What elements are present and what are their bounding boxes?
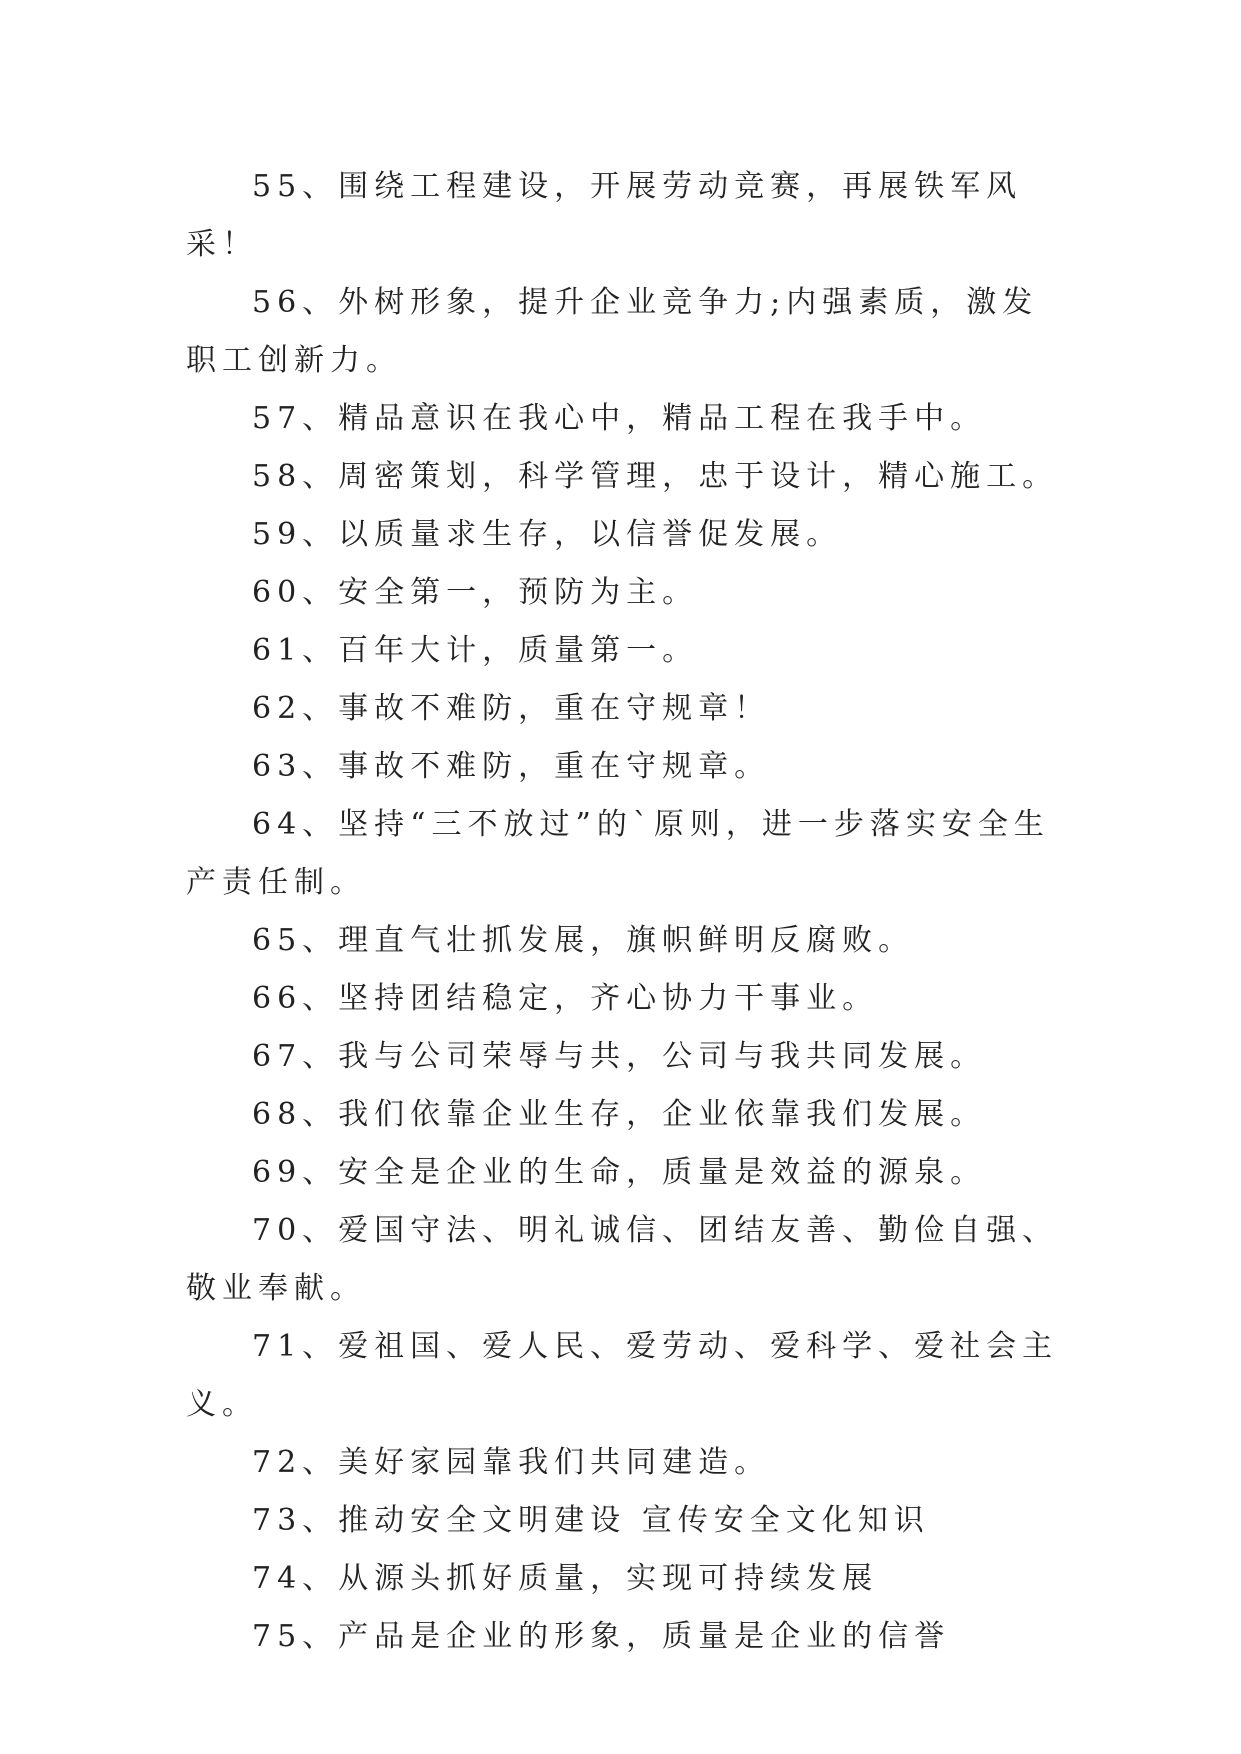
- slogan-paragraph-59: 59、以质量求生存，以信誉促发展。: [252, 517, 843, 552]
- slogan-paragraph-69: 69、安全是企业的生命，质量是效益的源泉。: [252, 1155, 987, 1190]
- slogan-paragraph-66: 66、坚持团结稳定，齐心协力干事业。: [252, 981, 879, 1016]
- slogan-paragraph-72: 72、美好家园靠我们共同建造。: [252, 1445, 771, 1480]
- slogan-paragraph-64: 64、坚持“三不放过”的`原则，进一步落实安全生产责任制。: [186, 807, 1050, 900]
- slogan-paragraph-57: 57、精品意识在我心中，精品工程在我手中。: [252, 401, 987, 436]
- document-body: [186, 158, 1066, 1666]
- slogan-paragraph-58: 58、周密策划，科学管理，忠于设计，精心施工。: [252, 459, 1059, 494]
- slogan-paragraph-62: 62、事故不难防，重在守规章！: [252, 691, 771, 726]
- slogan-paragraph-74: 74、从源头抓好质量，实现可持续发展: [252, 1561, 879, 1596]
- slogan-paragraph-70: 70、爱国守法、明礼诚信、团结友善、勤俭自强、敬业奉献。: [186, 1213, 1059, 1306]
- slogan-paragraph-55: 55、围绕工程建设，开展劳动竞赛，再展铁军风采！: [186, 169, 1023, 262]
- slogan-paragraph-68: 68、我们依靠企业生存，企业依靠我们发展。: [252, 1097, 987, 1132]
- slogan-paragraph-61: 61、百年大计，质量第一。: [252, 633, 699, 668]
- slogan-paragraph-60: 60、安全第一，预防为主。: [252, 575, 699, 610]
- slogan-paragraph-73: 73、推动安全文明建设 宣传安全文化知识: [252, 1503, 930, 1538]
- slogan-paragraph-67: 67、我与公司荣辱与共，公司与我共同发展。: [252, 1039, 987, 1074]
- slogan-paragraph-75: 75、产品是企业的形象，质量是企业的信誉: [252, 1619, 951, 1654]
- slogan-paragraph-71: 71、爱祖国、爱人民、爱劳动、爱科学、爱社会主义。: [186, 1329, 1059, 1422]
- slogan-paragraph-65: 65、理直气壮抓发展，旗帜鲜明反腐败。: [252, 923, 915, 958]
- slogan-paragraph-63: 63、事故不难防，重在守规章。: [252, 749, 771, 784]
- slogan-paragraph-56: 56、外树形象，提升企业竞争力;内强素质，激发职工创新力。: [186, 285, 1039, 378]
